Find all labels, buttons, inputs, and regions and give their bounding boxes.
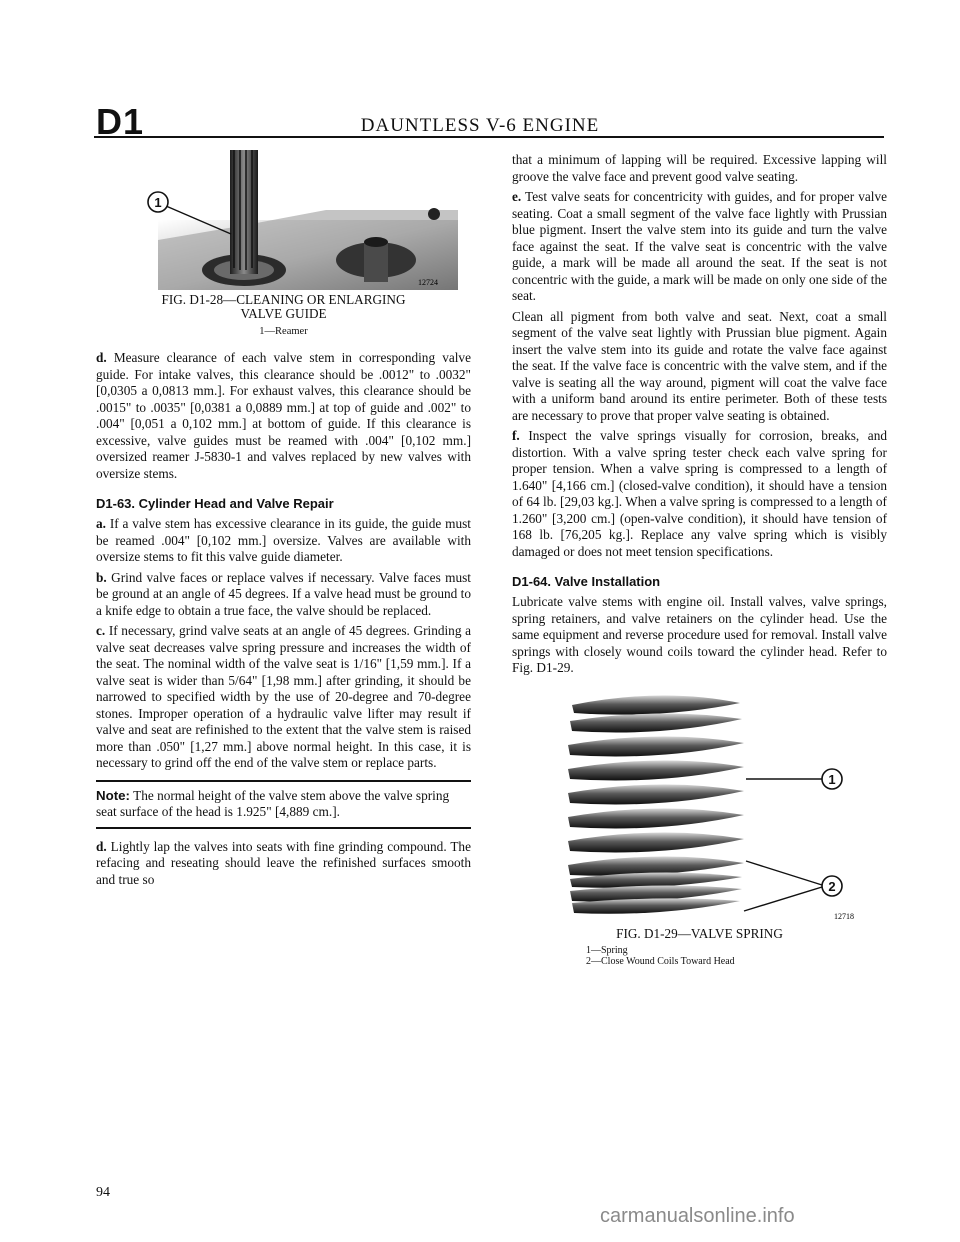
svg-text:1: 1 — [828, 771, 836, 787]
figure-d1-29 — [512, 689, 887, 967]
valve-guide-right — [364, 242, 388, 282]
paragraph-d-clearance — [96, 350, 471, 482]
paragraph-c-text: If necessary, grind valve seats at an angle of 45 degrees. Grinding a valve seat decreases valve spring pressure and increases the width of the seat. The nominal width of the valve seat is 1/16" [1,59 mm.]. If a valve seat is wider than 5/64" [1,98 mm.] after grinding, it should be narrowed to specified width by the use of 20-degree and 70-degree stones. Improper operation of a hydraulic valve lifter may result if valve and seat are refinished to the extent that the valve stem is raised more than .050" [1,27 mm.] above normal height. In this case, it is necessary to grind off the end of the valve stem or replace parts. — [96, 623, 471, 770]
paragraph-e-text: Test valve seats for concentricity with guides, and for proper valve seating. Coat a small segment of the valve face lightly with Prussian blue pigment. Insert the valve stem into its guide and turn the valve face against the seat. If the valve seat is concentric with the valve guide, a mark will be made all around the seat. If the seat is not concentric with the guide, a mark will be made on only one side of the seat. — [512, 189, 887, 303]
heading-d1-63: D1-63. Cylinder Head and Valve Repair — [96, 496, 334, 511]
figure-29-number: 12718 — [834, 911, 854, 921]
paragraph-d-lapping-text: Lightly lap the valves into seats with fine grinding compound. The refacing and reseating should leave the refinished surfaces smooth and true so — [96, 838, 471, 887]
figure-28-legend: 1—Reamer — [259, 326, 308, 337]
note-label: Note: — [96, 787, 130, 803]
paragraph-f-text: Inspect the valve springs visually for corrosion, breaks, and distortion. With a valve spring tester check each valve spring for proper tension. When a valve spring is compressed to a length of 1.640" [4,166 cm.] (closed-valve condition), it should have a tension of 64 lb. [29,03 kg.]. When a valve spring is compressed to a length of 1.260" [3,200 cm.] (open-valve condition), it should have tension of 168 lb. [76,205 kg.]. Replace any valve spring which is visibly damaged or does not meet tension specifications. — [512, 428, 887, 559]
paragraph-continued: that a minimum of lapping will be required. Excessive lapping will groove the valve face and prevent good valve seating. — [512, 152, 887, 184]
item-marker-a: a. — [96, 516, 106, 531]
figure-29-legend — [586, 945, 887, 967]
right-column — [512, 152, 887, 967]
spring-coils — [568, 695, 744, 913]
item-marker-b: b. — [96, 569, 107, 585]
running-head: DAUNTLESS V-6 ENGINE — [360, 115, 600, 136]
figure-28-caption-line1: FIG. D1-28—CLEANING OR ENLARGING — [161, 292, 406, 307]
figure-28-caption — [96, 293, 471, 321]
item-marker-d: d. — [96, 350, 107, 365]
figure-28-number: 12724 — [418, 278, 438, 287]
callout-2-fig29 — [744, 861, 842, 911]
paragraph-clean-pigment: Clean all pigment from both valve and seat. Next, coat a small segment of the valve seat lightly with Prussian blue pigment. Again insert the valve stem into its guide and rotate the valve face against the seat. If the valve face is concentric with the valve stem, and if the valve is seating all the way around, pigment will coat the valve face with a uniform band around its entire perimeter. Both of these tests are necessary to prove that proper valve seating is obtained. — [512, 308, 887, 423]
svg-text:1: 1 — [154, 195, 162, 210]
paragraph-e — [512, 189, 887, 305]
valve-spring-photo — [512, 689, 887, 924]
note-box — [96, 780, 471, 829]
item-marker-e: e. — [512, 189, 522, 204]
item-marker-d2: d. — [96, 838, 107, 854]
heading-d1-64: D1-64. Valve Installation — [512, 574, 661, 589]
item-marker-c: c. — [96, 623, 106, 638]
paragraph-a — [96, 516, 471, 566]
paragraph-c — [96, 623, 471, 772]
note-text — [96, 788, 471, 821]
paragraph-b-text: Grind valve faces or replace valves if necessary. Valve faces must be ground at an angle of 45 degrees. If a valve head must be ground to a knife edge to obtain a true face, the valve should be replaced. — [96, 569, 471, 618]
figure-29-caption-line: FIG. D1-29—VALVE SPRING — [616, 925, 783, 941]
figure-28-caption-line2: VALVE GUIDE — [240, 306, 327, 321]
valve-guide-bore-right — [364, 237, 388, 247]
callout-1-fig29 — [746, 769, 842, 789]
paragraph-a-text: If a valve stem has excessive clearance in its guide, the guide must be reamed .004" [0,102 mm.] oversize. Valves are available with oversize stems to fit this valve guide diameter. — [96, 516, 471, 564]
figure-d1-28 — [96, 150, 471, 338]
paragraph-f — [512, 428, 887, 560]
figure-29-legend-2: 2—Close Wound Coils Toward Head — [586, 955, 735, 967]
paragraph-d-lapping — [96, 839, 471, 889]
left-column — [96, 150, 471, 892]
page-number: 94 — [96, 1185, 110, 1200]
section-code: D1 — [96, 101, 145, 142]
stud-icon — [428, 208, 440, 220]
paragraph-d-clearance-text: Measure clearance of each valve stem in corresponding valve guide. For intake valves, this clearance should be .0012" to .0032" [0,0305 a 0,0813 mm.]. For exhaust valves, this clearance should be .0015" to .0035" [0,0381 a 0,0889 mm.] at top of guide and .002" to .004" [0,051 a 0,102 mm.] at bottom of guide. If this clearance is excessive, valve guides must be reamed with .004" [0,102 mm.] oversized reamer J-5830-1 and valves replaced by new valves with oversize stems. — [96, 350, 471, 481]
paragraph-installation: Lubricate valve stems with engine oil. Install valves, valve springs, spring retainers, and valve retainers on the cylinder head. Use the same equipment and reverse procedure used for removal. Install valve springs with closely wound coils toward the cylinder head. Refer to Fig. D1-29. — [512, 594, 887, 675]
paragraph-b — [96, 570, 471, 620]
reamer-photo — [96, 150, 471, 290]
item-marker-f: f. — [512, 428, 520, 443]
svg-text:2: 2 — [828, 878, 836, 894]
header-rule — [94, 136, 884, 138]
figure-29-caption — [512, 927, 887, 941]
figure-29-legend-1: 1—Spring — [586, 944, 628, 956]
watermark: carmanualsonline.info — [600, 1205, 795, 1227]
note-body: The normal height of the valve stem above the valve spring seat surface of the head is 1.925" [4,889 cm.]. — [96, 787, 450, 819]
